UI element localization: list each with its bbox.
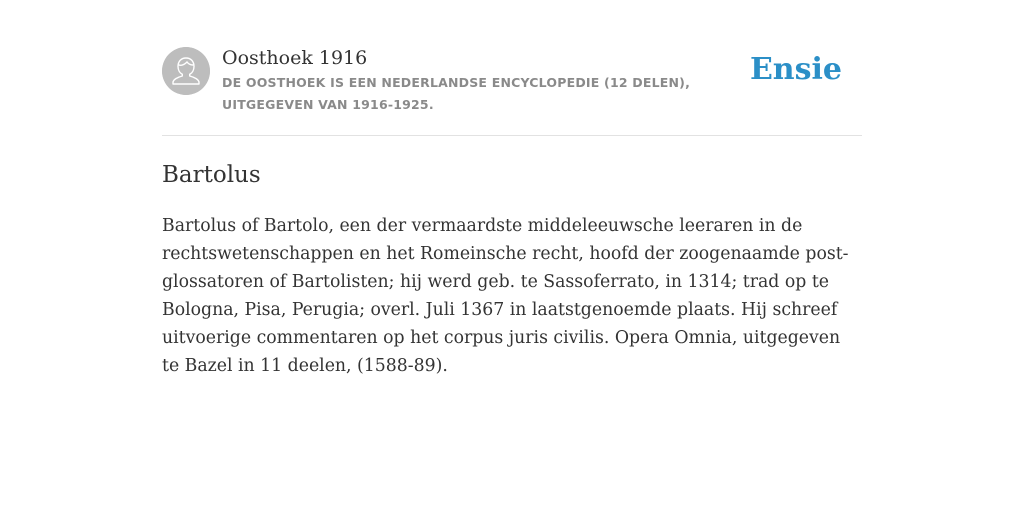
source-header [162,46,862,136]
source-title[interactable]: Oosthoek 1916 [222,47,368,69]
article-title: Bartolus [162,162,261,188]
user-icon[interactable] [162,47,210,95]
ensie-logo[interactable]: Ensie [749,52,842,87]
source-description: DE OOSTHOEK IS EEN NEDERLANDSE ENCYCLOPEDIE (12 DELEN), UITGEGEVEN VAN 1916-1925. [222,75,691,112]
header-divider [162,135,862,136]
article-body: Bartolus of Bartolo, een der vermaardste middeleeuwsche leeraren in de rechtswetenschappen en het Romeinsche recht, hoofd der zoogenaamde post-glossatoren of Bartolisten; hij werd geb. te Sassoferrato, in 1314; trad op te Bologna, Pisa, Perugia; overl. Juli 1367 in laatstgenoemde plaats. Hij schreef uitvoerige commentaren op het corpus juris civilis. Opera Omnia, uitgegeven te Bazel in 11 deelen, (1588-89). [162,216,849,376]
